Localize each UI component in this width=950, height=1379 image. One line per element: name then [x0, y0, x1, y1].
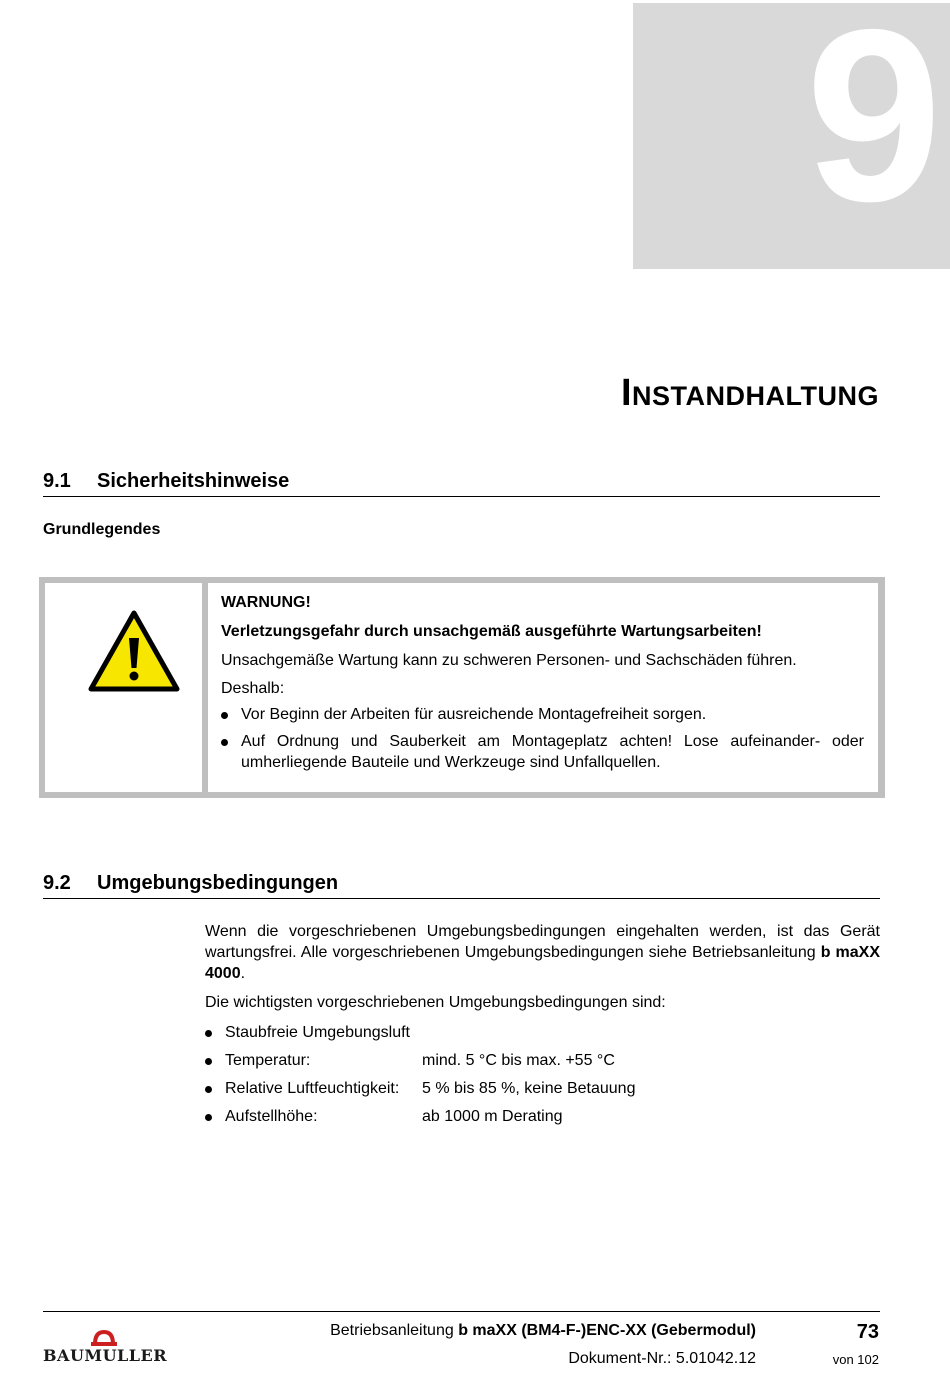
- conditions-list: [205, 1023, 880, 1127]
- document-title-prefix: Betriebsanleitung: [330, 1322, 459, 1339]
- warning-list: [221, 705, 864, 773]
- section-number: 9.2: [43, 872, 71, 894]
- paragraph: Die wichtigsten vorgeschriebenen Umgebungsbedingungen sind:: [205, 994, 666, 1012]
- subheading: Grundlegendes: [43, 521, 161, 538]
- warning-text: [208, 583, 878, 792]
- section-body: [205, 922, 880, 1134]
- condition-value: 5 % bis 85 %, keine Betauung: [422, 1079, 636, 1097]
- chapter-number: 9: [805, 3, 942, 252]
- footer-document-title: [330, 1322, 756, 1340]
- list-item: [205, 1023, 880, 1044]
- warning-triangle-icon: [88, 610, 180, 692]
- page-number: 73: [856, 1321, 879, 1343]
- list-item: [205, 1107, 880, 1128]
- section-title: Sicherheitshinweise: [97, 470, 290, 492]
- list-item: [205, 1079, 880, 1100]
- condition-value: mind. 5 °C bis max. +55 °C: [422, 1051, 615, 1069]
- footer-document-number: Dokument-Nr.: 5.01042.12: [568, 1350, 756, 1367]
- list-item: [205, 1051, 880, 1072]
- footer-divider: [43, 1311, 880, 1312]
- list-item: Auf Ordnung und Sauberkeit am Montageplatz achten! Lose aufeinander- oder umherliegende Bauteile und Werkzeuge sind Unfallquellen.: [221, 732, 864, 774]
- chapter-number-box: [633, 3, 950, 269]
- section-number: 9.1: [43, 470, 71, 492]
- logo-mark-icon: [43, 1326, 168, 1348]
- list-item: Vor Beginn der Arbeiten für ausreichende Montagefreiheit sorgen.: [221, 705, 864, 726]
- chapter-title: Instandhaltung: [620, 372, 879, 414]
- warning-label: WARNUNG!: [221, 594, 311, 611]
- condition-label: Temperatur:: [225, 1051, 311, 1069]
- paragraph-text: Wenn die vorgeschriebenen Umgebungsbedingungen eingehalten werden, ist das Gerät wartungsfrei. Alle vorgeschriebenen Umgebungsbedingungen siehe Betriebsanleitung: [205, 923, 880, 961]
- section-heading-9-1: [43, 470, 880, 497]
- warning-lead: Deshalb:: [221, 680, 285, 698]
- warning-description: Unsachgemäße Wartung kann zu schweren Personen- und Sachschäden führen.: [221, 651, 797, 669]
- paragraph-end: .: [240, 964, 246, 982]
- baumueller-logo: [43, 1326, 168, 1366]
- warning-box: [39, 577, 885, 798]
- warning-icon-cell: [45, 583, 202, 792]
- warning-headline: Verletzungsgefahr durch unsachgemäß ausgeführte Wartungsarbeiten!: [221, 622, 762, 640]
- paragraph: [205, 922, 880, 984]
- document-title-product: b maXX (BM4-F-)ENC-XX (Gebermodul): [458, 1322, 756, 1339]
- section-title: Umgebungsbedingungen: [97, 872, 339, 894]
- product-name: b maXX 4000: [205, 943, 881, 982]
- condition-label: Staubfreie Umgebungsluft: [225, 1024, 410, 1042]
- condition-label: Aufstellhöhe:: [225, 1107, 318, 1125]
- section-heading-9-2: [43, 872, 880, 899]
- logo-text: BAUMULLER: [43, 1346, 168, 1365]
- page-total: von 102: [832, 1352, 879, 1367]
- condition-label: Relative Luftfeuchtigkeit:: [225, 1079, 400, 1097]
- condition-value: ab 1000 m Derating: [422, 1107, 563, 1125]
